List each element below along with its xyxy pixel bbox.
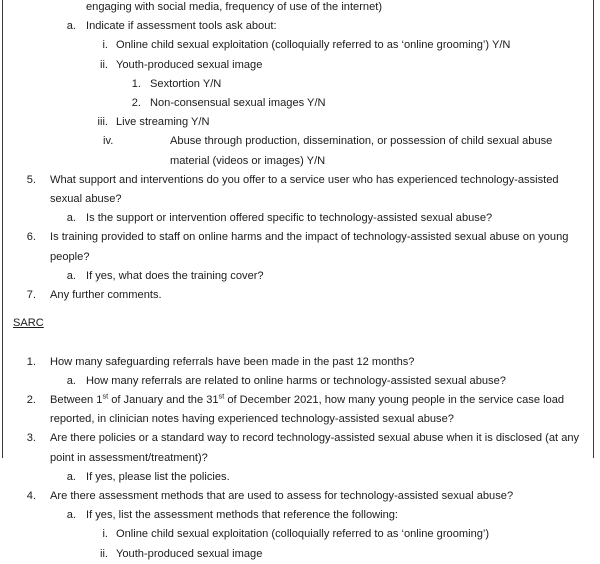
list-item-text: If yes, list the assessment methods that reference the following: [86, 509, 399, 522]
list-item [3, 36, 593, 55]
section-heading-sarc: SARC [13, 317, 44, 330]
list-marker: 7. [26, 289, 36, 302]
sub-question-list [3, 267, 593, 286]
list-item-text: Is training provided to staff on online harms and the impact of technology-assisted sexual abuse on young people? [50, 231, 569, 263]
list-marker: a. [66, 509, 76, 522]
list-item [3, 372, 593, 391]
list-marker: a. [66, 20, 76, 33]
heading-spacer [3, 333, 593, 352]
list-item-text: Are there policies or a standard way to record technology-assisted sexual abuse when it is disclosed (at any point in assessment/treatment)? [50, 432, 580, 464]
list-item-text: Youth-produced sexual image [116, 547, 263, 560]
list-marker: i. [102, 528, 108, 541]
list-marker: a. [66, 212, 76, 225]
list-item-text: What support and interventions do you offer to a service user who has experienced technology-assisted sexual abuse? [50, 173, 559, 206]
list-marker: iv. [103, 135, 114, 148]
list-marker: 2. [131, 97, 141, 110]
youth-produced-sublist [3, 75, 593, 113]
list-item [3, 171, 593, 229]
list-marker: 5. [26, 173, 36, 186]
assessment-tools-list [3, 17, 593, 171]
list-marker: 4. [26, 490, 36, 503]
list-item-text: Indicate if assessment tools ask about: [86, 20, 277, 33]
sub-question-list [3, 506, 593, 564]
list-marker: i. [102, 39, 108, 52]
list-item [3, 506, 593, 564]
list-item [3, 94, 593, 113]
list-item-text: Abuse through production, dissemination, or possession of child sexual abuse material (videos or images) Y/N [170, 135, 553, 167]
list-item [3, 56, 593, 114]
list-item [3, 487, 593, 564]
list-item-text: Sextortion Y/N [150, 77, 222, 90]
document-page [2, 0, 594, 560]
section-spacer [3, 305, 593, 314]
text-fragment: of December 2021, how many young people in the service case load reported, in clinician notes having experienced technology-assisted sexual abuse? [50, 394, 565, 426]
list-marker: a. [66, 374, 76, 387]
sub-question-list [3, 372, 593, 391]
continuation-line: engaging with social media, frequency of use of the internet) [86, 1, 383, 13]
list-item-text: Any further comments. [50, 289, 162, 302]
list-marker: 1. [131, 77, 141, 90]
list-item [3, 209, 593, 228]
list-item [3, 228, 593, 286]
list-marker: iii. [97, 116, 108, 129]
list-marker: ii. [99, 547, 108, 560]
list-item [3, 267, 593, 286]
list-item-text: How many referrals are related to online harms or technology-assisted sexual abuse? [86, 374, 506, 387]
list-item-text: Online child sexual exploitation (colloquially referred to as ‘online grooming’) Y/N [116, 39, 511, 52]
sub-question-list [3, 209, 593, 228]
ordinal-suffix: st [218, 391, 225, 401]
list-marker: a. [66, 269, 76, 282]
list-marker: a. [66, 470, 76, 483]
sarc-question-list [3, 353, 593, 564]
list-marker: 3. [26, 432, 36, 445]
list-item-text: Youth-produced sexual image [116, 58, 263, 71]
list-item [3, 75, 593, 94]
list-item-text: How many safeguarding referrals have been made in the past 12 months? [50, 355, 415, 368]
list-item [3, 286, 593, 305]
list-item-text: If yes, what does the training cover? [86, 269, 264, 282]
assessment-topics-list [3, 36, 593, 170]
ordinal-suffix: st [102, 391, 109, 401]
list-item [3, 113, 593, 132]
list-item-text: Is the support or intervention offered specific to technology-assisted sexual abuse? [86, 212, 493, 225]
list-item [3, 468, 593, 487]
list-item [3, 391, 593, 429]
list-item [3, 132, 593, 170]
assessment-method-topics-list [3, 525, 593, 563]
list-marker: 1. [26, 355, 36, 368]
list-item [3, 353, 593, 391]
page-content [3, 0, 593, 564]
main-question-list [3, 171, 593, 305]
list-item [3, 545, 593, 564]
list-marker: 2. [26, 394, 36, 407]
list-marker: 6. [26, 231, 36, 244]
text-fragment: of January and the 31 [108, 394, 219, 407]
list-item [3, 429, 593, 487]
list-item-text: Online child sexual exploitation (colloquially referred to as ‘online grooming’) [116, 528, 490, 541]
list-item [3, 525, 593, 544]
list-item-text: Non-consensual sexual images Y/N [150, 97, 326, 110]
list-marker: ii. [99, 58, 108, 71]
text-fragment: Between 1 [50, 394, 103, 407]
list-item [3, 17, 593, 171]
list-item-text: Live streaming Y/N [116, 116, 210, 129]
list-item-text: If yes, please list the policies. [86, 470, 230, 483]
sub-question-list [3, 468, 593, 487]
list-item-text: Are there assessment methods that are used to assess for technology-assisted sexual abuse? [50, 490, 514, 503]
list-item-text [50, 391, 593, 429]
